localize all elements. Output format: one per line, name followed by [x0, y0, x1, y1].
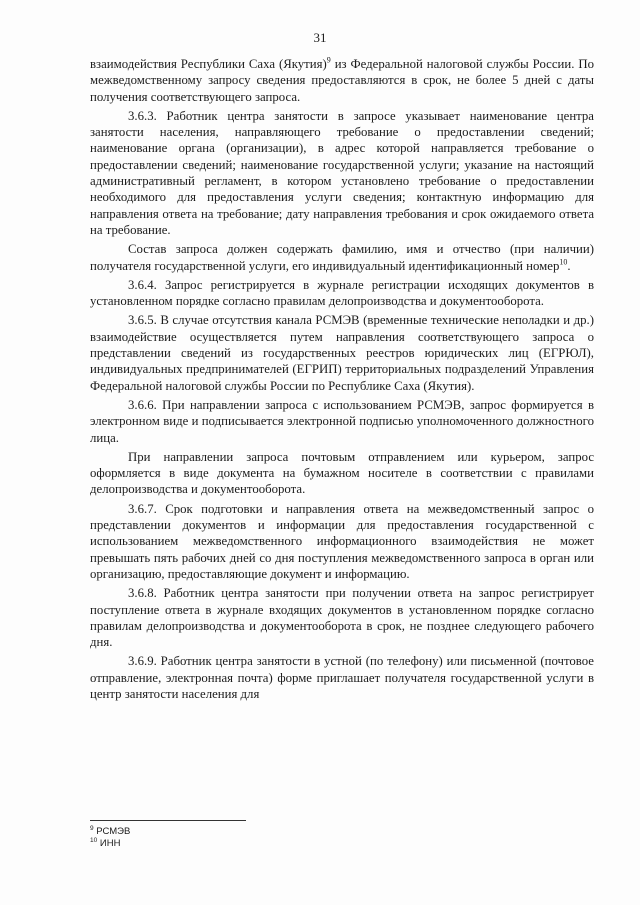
footnote-text: ИНН: [99, 838, 121, 849]
paragraph-text: 3.6.4. Запрос регистрируется в журнале регистрации исходящих документов в установленном порядке согласно правилам делопроизводства и документооборота.: [90, 277, 594, 309]
paragraph: [90, 397, 594, 446]
footnotes: [90, 826, 390, 850]
paragraph: [90, 501, 594, 582]
paragraph: [90, 56, 594, 105]
paragraph-text: .: [567, 258, 571, 273]
paragraph: [90, 241, 594, 274]
paragraph: [90, 585, 594, 650]
paragraph-text: 3.6.8. Работник центра занятости при получении ответа на запрос регистрирует поступление ответа в журнале входящих документов в установленном порядке согласно правилам делопроизводства и документооборота в срок, не позднее следующего рабочего дня.: [90, 586, 594, 650]
paragraph: [90, 277, 594, 310]
paragraph-text: 3.6.6. При направлении запроса с использованием РСМЭВ, запрос формируется в электронном виде и подписывается электронной подписью уполномоченного должностного лица.: [90, 397, 594, 445]
paragraph: [90, 449, 594, 498]
footnote-mark: 9: [90, 824, 94, 832]
paragraph-text: 3.6.9. Работник центра занятости в устной (по телефону) или письменной (почтовое отправление, электронная почта) форме приглашает получателя государственной услуги в центр занятости населения для: [90, 654, 594, 701]
footnote-reference: 9: [326, 55, 331, 65]
paragraph-text: При направлении запроса почтовым отправлением или курьером, запрос оформляется в виде документа на бумажном носителе в соответствии с правилами делопроизводства и документооборота.: [90, 449, 594, 497]
paragraph-text: 3.6.5. В случае отсутствия канала РСМЭВ (временные технические неполадки и др.) взаимодействие осуществляется путем направления соответствующего запроса о представлении сведений из государственных реестров юридических лиц (ЕГРЮЛ), индивидуальных предпринимателей (ЕГРИП) территориальных подразделений Управления Федеральной налоговой службы России по Республике Саха (Якутия).: [90, 313, 594, 393]
paragraph: [90, 108, 594, 238]
document-body: [90, 56, 594, 702]
footnote: [90, 826, 390, 838]
paragraph-text: 3.6.7. Срок подготовки и направления ответа на межведомственный запрос о представлении документов и информации для предоставления государственной с использованием межведомственного информационного взаимодействия не может превышать пять рабочих дней со дня поступления межведомственного запроса в орган или организацию, предоставляющие документ и информацию.: [90, 501, 594, 581]
footnote-reference: 10: [559, 257, 568, 267]
footnote-mark: 10: [90, 836, 98, 844]
paragraph: [90, 653, 594, 702]
paragraph-text: взаимодействия Республики Саха (Якутия): [90, 57, 327, 71]
footnote-text: РСМЭВ: [96, 826, 131, 837]
footnote: [90, 838, 390, 850]
footnote-divider: [90, 820, 246, 821]
paragraph-text: Состав запроса должен содержать фамилию, имя и отчество (при наличии) получателя государственной услуги, его индивидуальный идентификационный номер: [90, 242, 594, 273]
paragraph: [90, 312, 594, 393]
page-number: 31: [313, 30, 327, 45]
paragraph-text: из Федеральной налоговой службы России. По межведомственному запросу сведения предоставляются в срок, не более 5 дней с даты получения соответствующего запроса.: [90, 57, 594, 104]
paragraph-text: 3.6.3. Работник центра занятости в запросе указывает наименование центра занятости населения, направляющего требование о предоставлении сведений; наименование органа (организации), в адрес которой направляется требование о предоставлении сведений; наименование государственной услуги; указание на настоящий административный регламент, в котором установлено требование о предоставлении необходимого для предоставления услуги сведения; контактную информацию для направления ответа на требование; дату направления требования и срок ожидаемого ответа на требование.: [90, 108, 594, 237]
